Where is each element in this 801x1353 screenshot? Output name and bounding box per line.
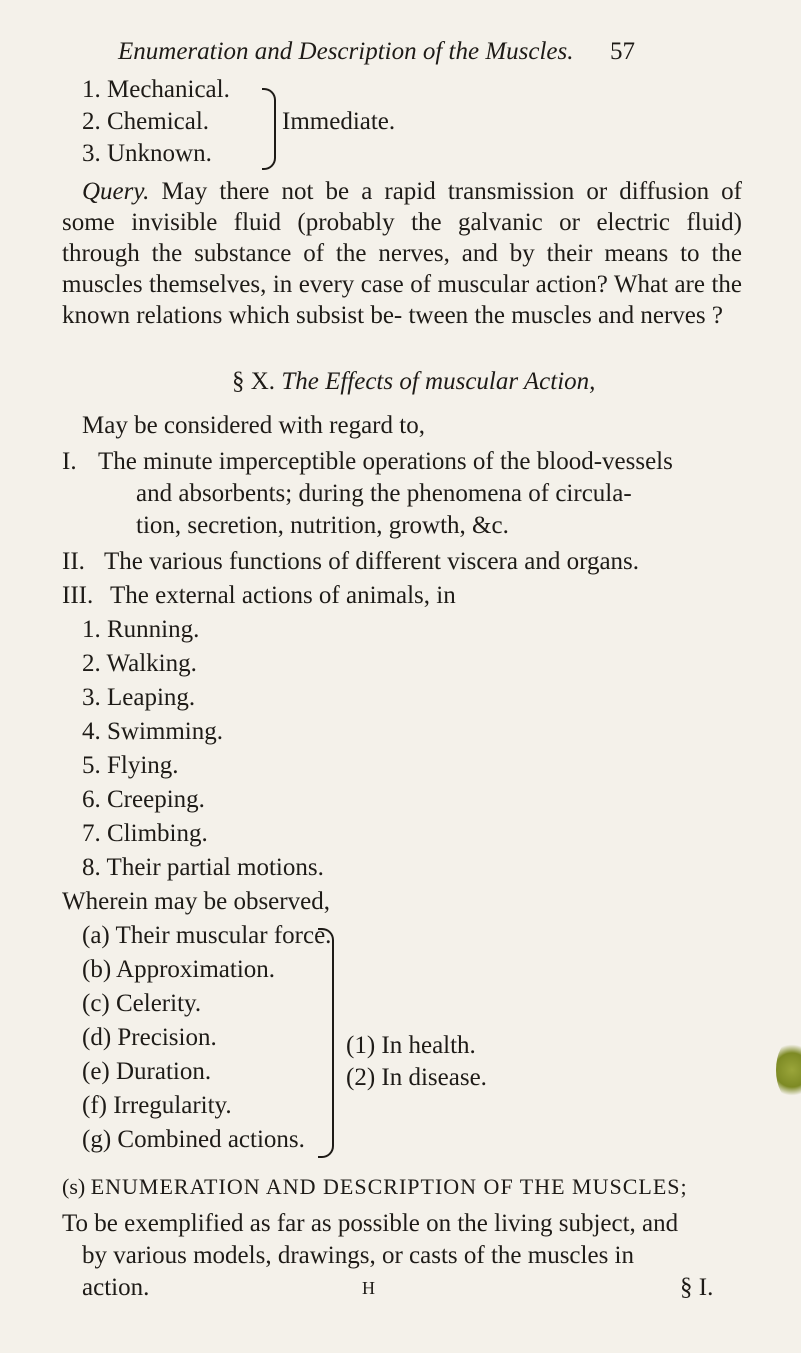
observed-item: (a) Their muscular force.	[82, 922, 332, 949]
page-number: 57	[610, 38, 635, 65]
item-number: III.	[62, 582, 94, 609]
condition-item: (2) In disease.	[346, 1064, 487, 1091]
cause-group-label: Immediate.	[282, 108, 396, 135]
heading-marker: (s)	[62, 1174, 86, 1199]
item-text: and absorbents; during the phenomena of circula-	[136, 480, 632, 507]
observed-item: (f) Irregularity.	[82, 1092, 232, 1119]
footer-line: by various models, drawings, or casts of the muscles in	[82, 1242, 634, 1269]
item-number: II.	[62, 548, 85, 575]
footer-line: To be exemplified as far as possible on the living subject, and	[62, 1210, 679, 1237]
section-title: The Effects of muscular Action,	[281, 368, 596, 395]
running-title: Enumeration and Description of the Muscles.	[118, 38, 574, 65]
observed-item: (c) Celerity.	[82, 990, 202, 1017]
query-paragraph	[62, 176, 742, 331]
cause-item: 1. Mechanical.	[82, 76, 230, 103]
heading-text: ENUMERATION AND DESCRIPTION OF THE MUSCLES;	[90, 1174, 688, 1199]
signature-mark: H	[362, 1278, 375, 1298]
observed-item: (e) Duration.	[82, 1058, 212, 1085]
action-item: 2. Walking.	[82, 650, 197, 677]
brace	[262, 88, 276, 170]
observed-intro: Wherein may be observed,	[62, 888, 330, 915]
item-text: tion, secretion, nutrition, growth, &c.	[136, 512, 509, 539]
item-text: The external actions of animals, in	[110, 582, 456, 609]
section-number: § X.	[232, 368, 276, 395]
cause-item: 2. Chemical.	[82, 108, 210, 135]
cause-item: 3. Unknown.	[82, 140, 212, 167]
action-item: 7. Climbing.	[82, 820, 208, 847]
section-heading	[232, 366, 595, 398]
condition-item: (1) In health.	[346, 1032, 476, 1059]
footer-line: action.	[82, 1274, 150, 1301]
action-item: 8. Their partial motions.	[82, 854, 324, 881]
item-text: The various functions of different viscera and organs.	[104, 548, 640, 575]
paper-stain	[776, 1040, 801, 1100]
action-item: 3. Leaping.	[82, 684, 196, 711]
action-item: 4. Swimming.	[82, 718, 223, 745]
action-item: 1. Running.	[82, 616, 200, 643]
query-text: May there not be a rapid transmission or diffusion of some invisible fluid (probably the galvanic or electric fluid) through the substance of the nerves, and by their means to the muscles themselves, in every case of muscular action? What are the known relations which subsist be- tween the muscles and nerves ?	[62, 178, 743, 329]
item-text: The minute imperceptible operations of the blood-vessels	[98, 448, 673, 475]
action-item: 5. Flying.	[82, 752, 179, 779]
enumeration-heading	[62, 1172, 688, 1202]
section-intro: May be considered with regard to,	[82, 412, 425, 439]
brace	[318, 928, 334, 1158]
item-number: I.	[62, 448, 77, 475]
observed-item: (g) Combined actions.	[82, 1126, 305, 1153]
catchword: § I.	[680, 1274, 714, 1301]
observed-item: (b) Approximation.	[82, 956, 276, 983]
observed-item: (d) Precision.	[82, 1024, 217, 1051]
action-item: 6. Creeping.	[82, 786, 205, 813]
query-label: Query.	[82, 178, 150, 205]
